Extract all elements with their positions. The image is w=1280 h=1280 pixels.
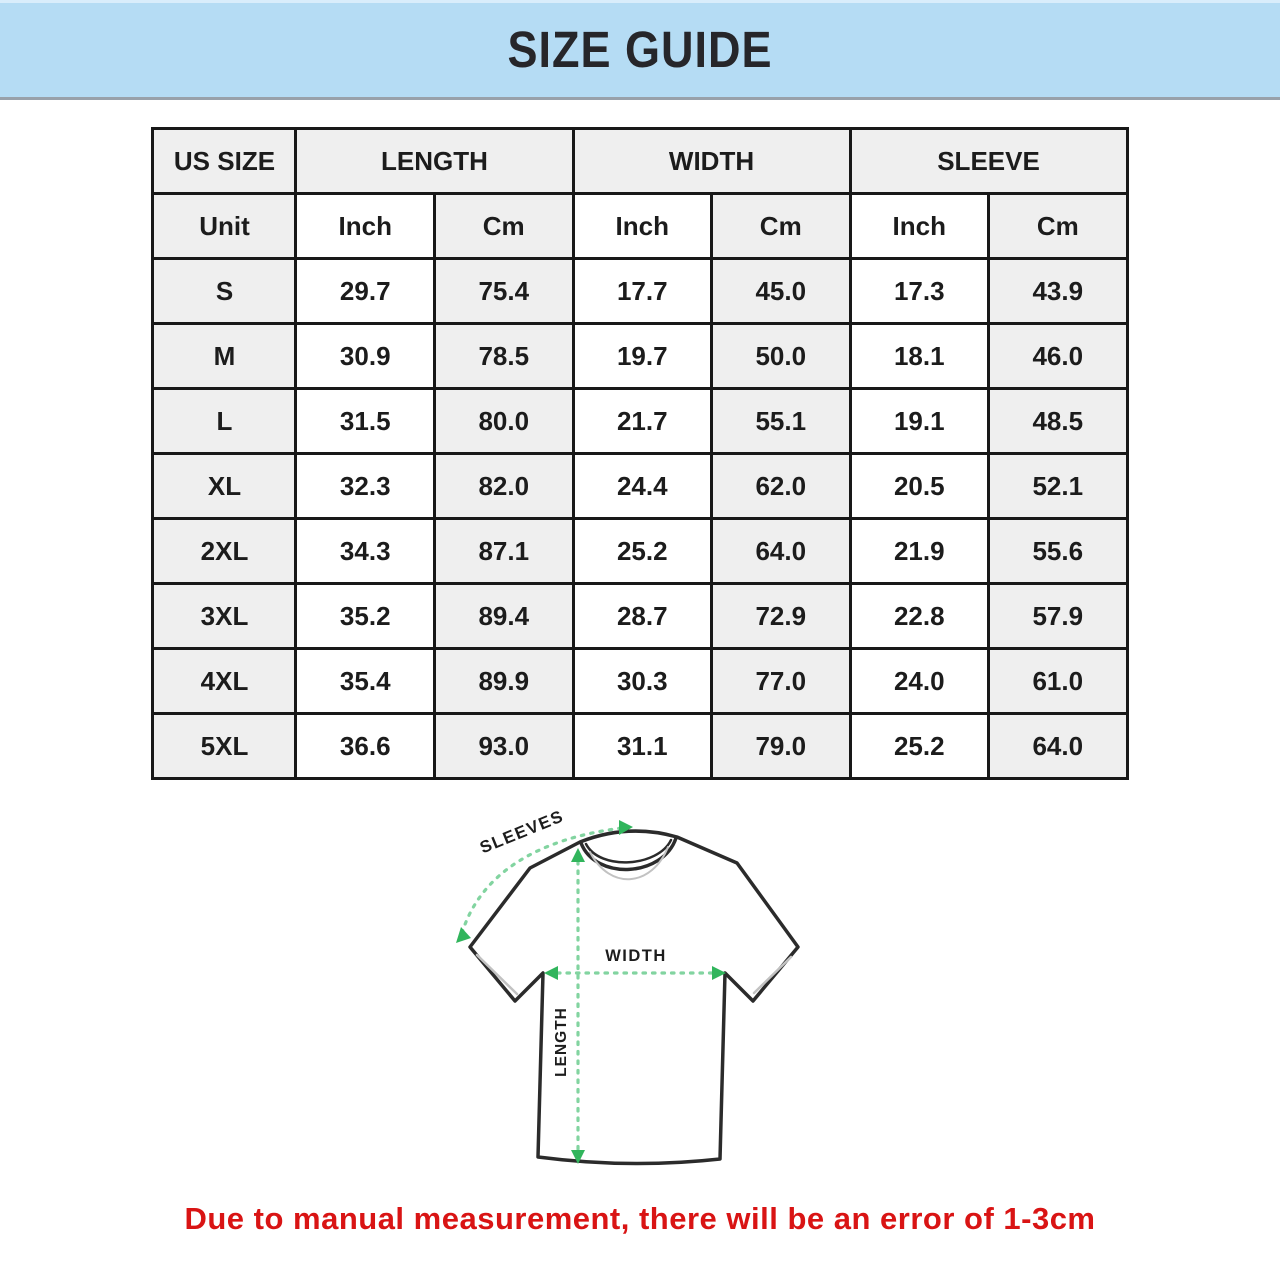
title-banner xyxy=(0,0,1280,100)
table-row xyxy=(153,519,1127,584)
tshirt-diagram-svg xyxy=(420,805,860,1185)
table-row xyxy=(153,454,1127,519)
measure-cell: 32.3 xyxy=(296,454,435,519)
size-cell: 2XL xyxy=(153,519,296,584)
measure-cell: 89.4 xyxy=(434,584,573,649)
measure-cell: 72.9 xyxy=(712,584,851,649)
measure-cell: 17.7 xyxy=(573,259,712,324)
measure-cell: 34.3 xyxy=(296,519,435,584)
table-row xyxy=(153,259,1127,324)
col-header-sleeve: SLEEVE xyxy=(850,129,1127,194)
unit-cell: Inch xyxy=(850,194,989,259)
size-cell: L xyxy=(153,389,296,454)
measure-cell: 62.0 xyxy=(712,454,851,519)
unit-cell: Inch xyxy=(296,194,435,259)
measure-cell: 89.9 xyxy=(434,649,573,714)
unit-cell: Cm xyxy=(712,194,851,259)
measure-cell: 30.3 xyxy=(573,649,712,714)
tshirt-measurement-diagram xyxy=(420,805,860,1185)
measure-cell: 21.7 xyxy=(573,389,712,454)
table-unit-row xyxy=(153,194,1127,259)
measure-cell: 64.0 xyxy=(712,519,851,584)
measure-cell: 21.9 xyxy=(850,519,989,584)
table-row xyxy=(153,389,1127,454)
unit-cell: Unit xyxy=(153,194,296,259)
length-label: LENGTH xyxy=(553,1007,570,1077)
measure-cell: 64.0 xyxy=(989,714,1128,779)
measure-cell: 93.0 xyxy=(434,714,573,779)
page-title: SIZE GUIDE xyxy=(507,20,773,79)
measure-cell: 25.2 xyxy=(573,519,712,584)
size-guide-table xyxy=(151,127,1128,780)
measure-cell: 19.1 xyxy=(850,389,989,454)
measure-cell: 45.0 xyxy=(712,259,851,324)
measure-cell: 87.1 xyxy=(434,519,573,584)
table-row xyxy=(153,649,1127,714)
measure-cell: 43.9 xyxy=(989,259,1128,324)
col-header-width: WIDTH xyxy=(573,129,850,194)
measure-cell: 30.9 xyxy=(296,324,435,389)
measure-cell: 18.1 xyxy=(850,324,989,389)
measure-cell: 36.6 xyxy=(296,714,435,779)
measure-cell: 75.4 xyxy=(434,259,573,324)
size-cell: S xyxy=(153,259,296,324)
measure-cell: 20.5 xyxy=(850,454,989,519)
unit-cell: Inch xyxy=(573,194,712,259)
measure-cell: 22.8 xyxy=(850,584,989,649)
unit-cell: Cm xyxy=(434,194,573,259)
measure-cell: 57.9 xyxy=(989,584,1128,649)
measure-cell: 24.0 xyxy=(850,649,989,714)
sleeves-label: SLEEVES xyxy=(477,806,567,858)
measure-cell: 55.1 xyxy=(712,389,851,454)
measure-cell: 35.2 xyxy=(296,584,435,649)
table-header-row xyxy=(153,129,1127,194)
tshirt-outline xyxy=(470,831,798,1163)
measure-cell: 80.0 xyxy=(434,389,573,454)
measure-cell: 79.0 xyxy=(712,714,851,779)
measure-cell: 77.0 xyxy=(712,649,851,714)
measure-cell: 24.4 xyxy=(573,454,712,519)
measure-cell: 61.0 xyxy=(989,649,1128,714)
measure-cell: 17.3 xyxy=(850,259,989,324)
col-header-length: LENGTH xyxy=(296,129,573,194)
measure-cell: 19.7 xyxy=(573,324,712,389)
measure-cell: 78.5 xyxy=(434,324,573,389)
measure-cell: 29.7 xyxy=(296,259,435,324)
measure-cell: 31.1 xyxy=(573,714,712,779)
unit-cell: Cm xyxy=(989,194,1128,259)
measure-cell: 55.6 xyxy=(989,519,1128,584)
size-cell: XL xyxy=(153,454,296,519)
width-label: WIDTH xyxy=(605,947,667,965)
size-cell: 5XL xyxy=(153,714,296,779)
measure-cell: 35.4 xyxy=(296,649,435,714)
table-row xyxy=(153,714,1127,779)
measure-cell: 46.0 xyxy=(989,324,1128,389)
size-cell: 4XL xyxy=(153,649,296,714)
measurement-disclaimer: Due to manual measurement, there will be an error of 1-3cm xyxy=(184,1201,1096,1236)
measure-cell: 82.0 xyxy=(434,454,573,519)
size-cell: 3XL xyxy=(153,584,296,649)
measure-cell: 50.0 xyxy=(712,324,851,389)
table-row xyxy=(153,584,1127,649)
measure-cell: 31.5 xyxy=(296,389,435,454)
measure-cell: 28.7 xyxy=(573,584,712,649)
measure-cell: 25.2 xyxy=(850,714,989,779)
col-header-us-size: US SIZE xyxy=(153,129,296,194)
measure-cell: 48.5 xyxy=(989,389,1128,454)
measure-cell: 52.1 xyxy=(989,454,1128,519)
size-cell: M xyxy=(153,324,296,389)
table-row xyxy=(153,324,1127,389)
